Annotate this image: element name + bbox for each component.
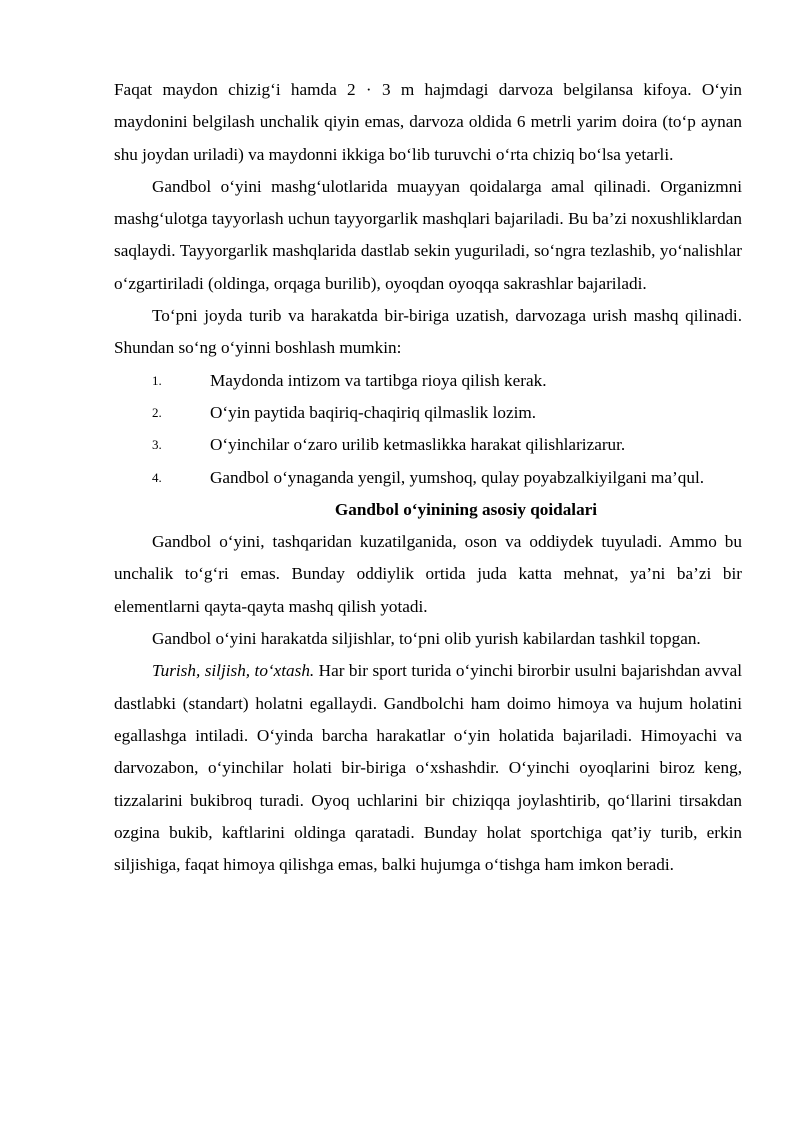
section-heading: Gandbol o‘yinining asosiy qoidalari <box>334 499 598 519</box>
paragraph-training-rules: Gandbol o‘yini mashg‘ulotlarida muayyan qoidalarga amal qilinadi. Organizmni mashg‘ulotga tayyorlash uchun tayyorgarlik mashqlari bajariladi. Bu ba’zi noxushliklardan saqlaydi. Tayyorgarlik mashqlarida dastlab sekin yuguriladi, so‘ngra tezlashib, yo‘nalishlar o‘zgartiriladi (oldinga, orqaga burilib), oyoqdan oyoqqa sakrashlar bajariladi. <box>114 176 742 293</box>
paragraph-movements: Gandbol o‘yini harakatda siljishlar, to‘pni olib yurish kabilardan tashkil topgan. <box>152 629 701 649</box>
paragraph-field-marking: Faqat maydon chizig‘i hamda 2 · 3 m hajmdagi darvoza belgilansa kifoya. O‘yin maydonini belgilash unchalik qiyin emas, darvoza oldida 6 metrli yarim doira (to‘p aynan shu joydan uriladi) va maydonni ikkiga bo‘lib turuvchi o‘rta chiziq bo‘lsa yetarli. <box>114 80 742 164</box>
paragraph-stance-body: Har bir sport turida o‘yinchi birorbir usulni bajarishdan avval dastlabki (standart) holatni egallaydi. Gandbolchi ham doimo himoya va hujum holatini egallashga intiladi. O‘yinda barcha harakatlar o‘yin holatida bajariladi. Himoyachi va darvozabon, o‘yinchilar holati bir-biriga o‘xshashdir. O‘yinchi oyoqlarini biroz keng, tizzalarini bukibroq turadi. Oyoq uchlarini bir chiziqqa joylashtirib, qo‘llarini tirsakdan ozgina bukib, kaftlarini oldinga qaratadi. Bunday holat sportchiga qat’iy turib, erkin siljishiga, faqat himoya qilishga emas, balki hujumga o‘tishga ham imkon beradi. <box>114 661 742 875</box>
list-item-number: 4. <box>152 469 162 485</box>
list-item-text: Gandbol o‘ynaganda yengil, yumshoq, qulay poyabzalkiyilgani ma’qul. <box>210 467 705 487</box>
list-item-text: O‘yinchilar o‘zaro urilib ketmaslikka harakat qilishlarizarur. <box>210 435 626 455</box>
list-item-text: Maydonda intizom va tartibga rioya qilish kerak. <box>210 370 547 390</box>
list-item <box>114 429 742 461</box>
list-item-text: O‘yin paytida baqiriq-chaqiriq qilmaslik lozim. <box>210 402 537 422</box>
document-page <box>114 74 742 881</box>
paragraph-stance-lead: Turish, siljish, to‘xtash. <box>152 661 315 681</box>
list-item-number: 1. <box>152 372 162 388</box>
list-item-number: 3. <box>152 437 162 453</box>
list-item <box>114 397 742 429</box>
paragraph-intro: Gandbol o‘yini, tashqaridan kuzatilganida, oson va oddiydek tuyuladi. Ammo bu unchalik to‘g‘ri emas. Bunday oddiylik ortida juda katta mehnat, ya’ni ba’zi bir elementlarni qayta-qayta mashq qilish yotadi. <box>114 532 742 616</box>
list-item-number: 2. <box>152 404 162 420</box>
paragraph-passing-practice: To‘pni joyda turib va harakatda bir-biriga uzatish, darvozaga urish mashq qilinadi. Shundan so‘ng o‘yinni boshlash mumkin: <box>114 306 742 358</box>
paragraph-stance <box>114 655 742 881</box>
list-item <box>114 365 742 397</box>
list-item <box>114 462 742 494</box>
